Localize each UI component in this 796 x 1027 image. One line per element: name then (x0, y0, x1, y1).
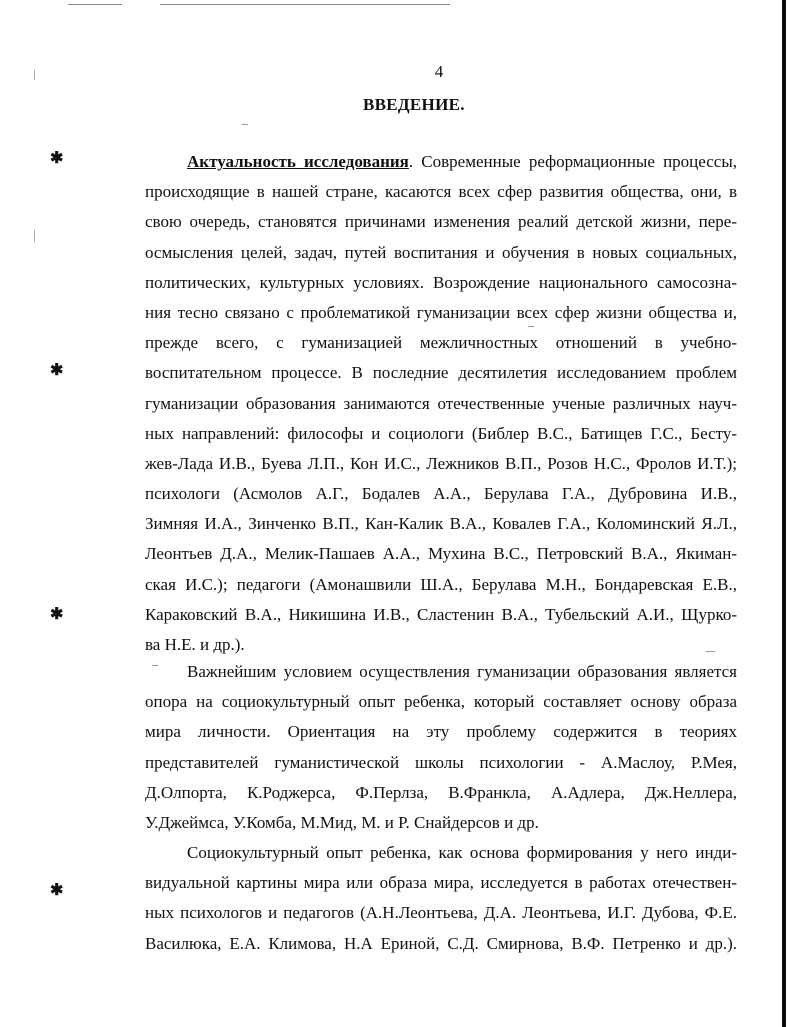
paragraph-line: психологи (Асмолов А.Г., Бодалев А.А., Берулава Г.А., Дубровина И.В., (145, 484, 737, 504)
margin-mark: ✱ (50, 606, 64, 623)
paragraph-line: Д.Олпорта, К.Роджерса, Ф.Перлза, В.Франкла, А.Адлера, Дж.Неллера, (145, 782, 737, 802)
paragraph-line: Караковский В.А., Никишина И.В., Сластенин В.А., Тубельский А.И., Щурко- (145, 604, 737, 624)
paragraph-line: опора на социокультурный опыт ребенка, который составляет основу образа (145, 692, 737, 712)
keyword-relevance: Актуальность исследования (187, 152, 409, 171)
paragraph-line: политических, культурных условиях. Возрождение национального самосозна- (145, 272, 737, 292)
paragraph-line: жев-Лада И.В., Буева Л.П., Кон И.С., Лежников В.П., Розов Н.С., Фролов И.Т.); (145, 453, 737, 473)
section-relevance (145, 147, 737, 660)
paragraph-line: ных психологов и педагогов (А.Н.Леонтьева, Д.А. Леонтьева, И.Г. Дубова, Ф.Е. (145, 903, 737, 923)
scan-left-tick (34, 230, 35, 242)
paragraph-line: Социокультурный опыт ребенка, как основа формирования у него инди- (187, 843, 737, 862)
paragraph-line: ская И.С.); педагоги (Амонашвили Ш.А., Берулава М.Н., Бондаревская Е.В., (145, 574, 737, 594)
paragraph-line: представителей гуманистической школы психологии - А.Маслоу, Р.Мея, (145, 752, 737, 772)
paragraph-line: видуальной картины мира или образа мира, исследуется в работах отечествен- (145, 873, 737, 893)
paragraph-line: ния тесно связано с проблематикой гуманизации всех сфер жизни общества и, (145, 302, 737, 322)
page-number: 4 (434, 62, 444, 81)
paragraph-line: Василюка, Е.А. Климова, Н.А Ериной, С.Д. Смирнова, В.Ф. Петренко и др.). (145, 933, 737, 953)
paragraph-line: гуманизации образования занимаются отечественные ученые различных науч- (145, 393, 737, 413)
paragraph-line: ных направлений: философы и социологи (Библер В.С., Батищев Г.С., Бесту- (145, 423, 737, 443)
paragraph-line: происходящие в нашей стране, касаются всех сфер развития общества, они, в (145, 182, 737, 202)
paragraph-line: У.Джеймса, У.Комба, М.Мид, М. и Р. Снайдерсов и др. (145, 812, 539, 832)
margin-mark: ✱ (50, 362, 64, 379)
scan-top-line-left (68, 4, 122, 5)
margin-mark: ✱ (50, 150, 64, 167)
paragraph-line: мира личности. Ориентация на эту проблему содержится в теориях (145, 722, 737, 742)
page-title: ВВЕДЕНИЕ. (363, 95, 465, 114)
margin-mark: ✱ (50, 882, 64, 899)
paragraph-line: осмысления целей, задач, путей воспитания и обучения в новых социальных, (145, 242, 737, 262)
paragraph-line: Важнейшим условием осуществления гуманизации образования является (187, 662, 737, 681)
paragraph-line: Зимняя И.А., Зинченко В.П., Кан-Калик В.А., Ковалев Г.А., Коломинский Я.Л., (145, 514, 737, 534)
scan-right-edge (782, 0, 786, 1027)
paragraph-line: прежде всего, с гуманизацией межличностных отношений в учебно- (145, 333, 737, 353)
section-sociocultural (145, 838, 737, 959)
paragraph-line: Леонтьев Д.А., Мелик-Пашаев А.А., Мухина В.С., Петровский В.А., Якиман- (145, 544, 737, 564)
scan-top-line-right (160, 4, 450, 5)
section-humanization (145, 657, 737, 838)
paragraph-line: свою очередь, становятся причинами изменения реалий детской жизни, пере- (145, 212, 737, 232)
paragraph-line: ва Н.Е. и др.). (145, 635, 245, 654)
scan-smudge (242, 124, 248, 125)
paragraph-line: воспитательном процессе. В последние десятилетия исследованием проблем (145, 363, 737, 383)
paragraph-line: Актуальность исследования. Современные реформационные процессы, (187, 152, 737, 171)
